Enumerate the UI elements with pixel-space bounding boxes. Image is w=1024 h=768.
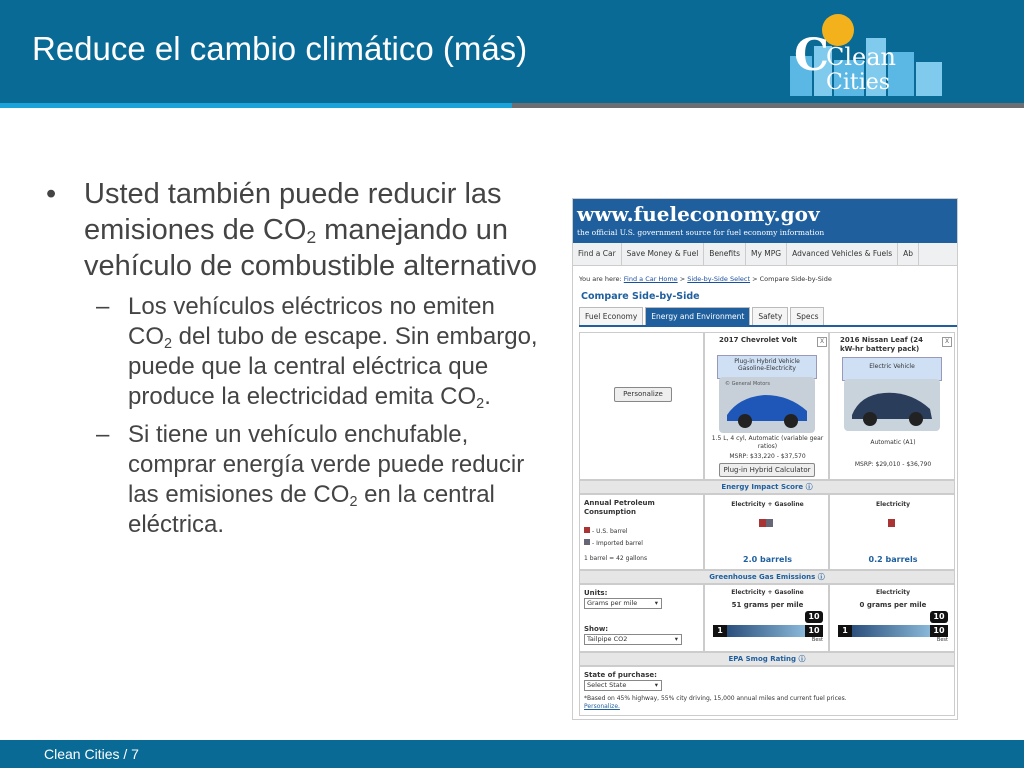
car1-barrel-icon: [759, 519, 773, 527]
us-barrel-legend: - U.S. barrel: [584, 527, 628, 536]
car2-badge: Electric Vehicle: [842, 357, 942, 381]
footnote: *Based on 45% highway, 55% city driving, 15,000 annual miles and current fuel prices. Personalize.: [584, 695, 847, 710]
bullet-sub-plugin: – Si tiene un vehículo enchufable, comprar energía verde puede reducir las emisiones de $CO_2$ en la central eléctrica.: [96, 421, 525, 538]
barrel-note: 1 barrel = 42 gallons: [584, 555, 648, 562]
bullet-sub-electric: – Los vehículos eléctricos no emiten $CO_2$ del tubo de escape. Sin embargo, puede que la central eléctrica que produce la electricidad emita $CO_2$.: [96, 293, 538, 412]
smog-bar: EPA Smog Rating ⓘ: [579, 652, 955, 666]
units-select[interactable]: Grams per mile ▾: [584, 598, 662, 609]
car1-image: [719, 377, 815, 433]
footnote-personalize-link[interactable]: Personalize.: [584, 703, 620, 710]
car1-cell: [704, 332, 829, 480]
nav-save-money[interactable]: Save Money & Fuel: [622, 243, 705, 265]
car1-score-marker: 10: [805, 611, 823, 623]
fueleconomy-screenshot: [572, 198, 958, 720]
clean-cities-logo: [786, 8, 946, 98]
site-nav: [573, 243, 957, 266]
compare-tabs: [579, 307, 957, 327]
show-select[interactable]: Tailpipe CO2 ▾: [584, 634, 682, 645]
car2-score-marker: 10: [930, 611, 948, 623]
car2-engine: Automatic (A1): [870, 439, 916, 446]
car2-image: [844, 379, 940, 431]
car1-ghg-fuel-label: Electricity + Gasoline: [731, 589, 804, 596]
car1-engine: 1.5 L, 4 cyl, Automatic (variable gear ratios): [711, 435, 824, 450]
car1-fuel-label: Electricity + Gasoline: [731, 501, 804, 508]
logo-clean: Clean: [826, 43, 897, 71]
car2-ghg-scale: 1 10 10 Best: [838, 625, 948, 637]
nav-benefits[interactable]: Benefits: [704, 243, 746, 265]
car2-ghg-fuel-label: Electricity: [875, 589, 911, 596]
personalize-cell: [579, 332, 704, 480]
tab-safety[interactable]: Safety: [752, 307, 788, 325]
crumb-link-select[interactable]: Side-by-Side Select: [687, 275, 751, 283]
car1-petroleum-cell: [704, 494, 829, 570]
footer-label: Clean Cities / 7: [44, 746, 139, 762]
bullet-content: [40, 176, 540, 540]
car2-cell: [829, 332, 955, 480]
state-select[interactable]: Select State ▾: [584, 680, 662, 691]
footer-bar: [0, 740, 1024, 768]
car1-badge: Plug-in Hybrid Vehicle Gasoline-Electricity: [717, 355, 817, 379]
personalize-button[interactable]: Personalize: [614, 387, 672, 402]
title-underline-blue: [0, 103, 512, 108]
nav-about[interactable]: Ab: [898, 243, 919, 265]
slide-title: Reduce el cambio climático (más): [32, 30, 528, 67]
comparison-grid: [579, 332, 955, 716]
logo-cities: Cities: [826, 70, 891, 95]
car2-close-icon[interactable]: X: [942, 337, 952, 347]
car1-petroleum: 2.0 barrels: [743, 555, 792, 564]
car2-petroleum: 0.2 barrels: [868, 555, 918, 564]
car1-credit: © General Motors: [725, 381, 770, 387]
car1-ghg-cell: [704, 584, 829, 652]
breadcrumb: You are here: Find a Car Home > Side-by-Side Select > Compare Side-by-Side: [579, 275, 832, 283]
car2-ghg-value: 0 grams per mile: [859, 601, 927, 609]
smog-cell: [579, 666, 955, 716]
state-label: State of purchase:: [584, 671, 657, 679]
car2-msrp: MSRP: $29,010 - $36,790: [854, 461, 932, 468]
car1-close-icon[interactable]: X: [817, 337, 827, 347]
tab-fuel-economy[interactable]: Fuel Economy: [579, 307, 643, 325]
car2-fuel-label: Electricity: [875, 501, 911, 508]
car1-ghg-value: 51 grams per mile: [731, 601, 804, 609]
car1-msrp: MSRP: $33,220 - $37,570: [729, 453, 806, 460]
units-label: Units:: [584, 589, 608, 597]
car2-ghg-cell: [829, 584, 955, 652]
nav-find-a-car[interactable]: Find a Car: [573, 243, 622, 265]
imported-barrel-legend: - Imported barrel: [584, 539, 643, 548]
petroleum-label-cell: [579, 494, 704, 570]
tab-specs[interactable]: Specs: [790, 307, 824, 325]
nav-advanced-vehicles[interactable]: Advanced Vehicles & Fuels: [787, 243, 898, 265]
title-underline-gray: [512, 103, 1024, 108]
car2-barrel-icon: [888, 519, 895, 527]
car2-name: 2016 Nissan Leaf (24 kW-hr battery pack): [840, 336, 924, 353]
compare-heading: Compare Side-by-Side: [581, 291, 700, 302]
annual-petroleum-label: Annual Petroleum Consumption: [584, 499, 655, 516]
site-header: [573, 199, 957, 243]
ghg-bar: Greenhouse Gas Emissions ⓘ: [579, 570, 955, 584]
plugin-calculator-button[interactable]: Plug-in Hybrid Calculator: [719, 463, 815, 477]
svg-text:C: C: [794, 30, 830, 81]
car1-ghg-scale: 1 10 10 Best: [713, 625, 823, 637]
energy-impact-bar: Energy Impact Score ⓘ: [579, 480, 955, 494]
car2-petroleum-cell: [829, 494, 955, 570]
show-label: Show:: [584, 625, 609, 633]
tab-energy-environment[interactable]: Energy and Environment: [645, 307, 750, 325]
nav-my-mpg[interactable]: My MPG: [746, 243, 787, 265]
crumb-link-home[interactable]: Find a Car Home: [623, 275, 678, 283]
bullet-main: • Usted también puede reducir las emisiones de $CO_2$ manejando un vehículo de combustible alternativo: [46, 178, 537, 282]
ghg-controls-cell: [579, 584, 704, 652]
site-name[interactable]: www.fueleconomy.gov: [577, 202, 820, 226]
site-tagline: the official U.S. government source for fuel economy information: [577, 228, 825, 237]
car1-name: 2017 Chevrolet Volt: [719, 336, 798, 344]
